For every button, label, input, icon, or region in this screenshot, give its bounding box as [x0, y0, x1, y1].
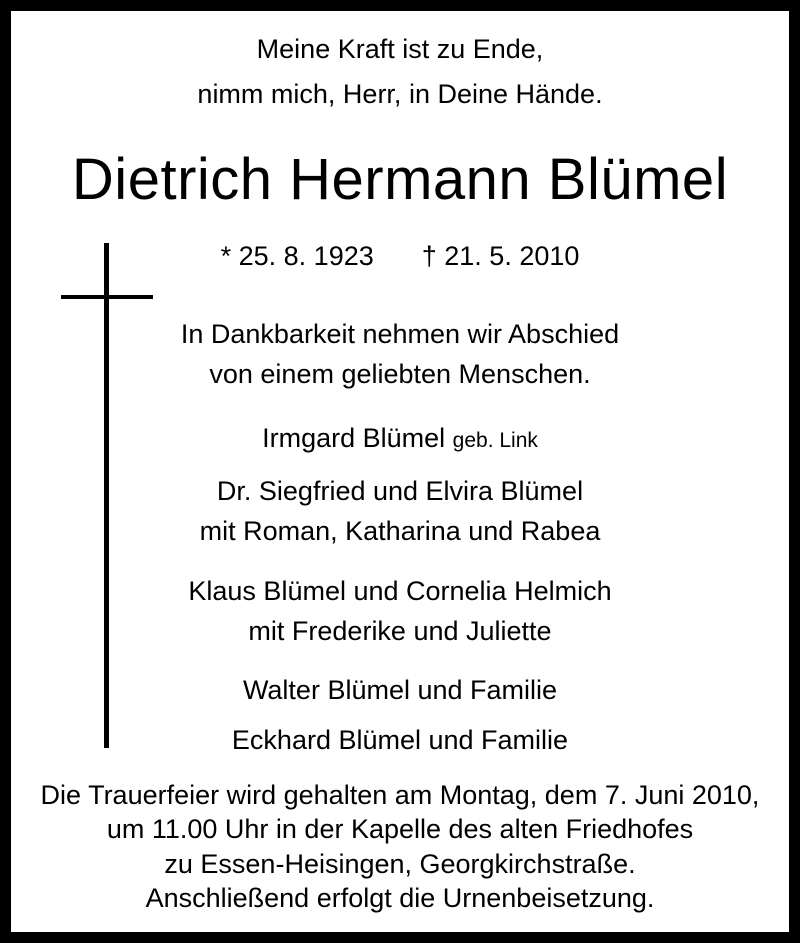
- mourner-irmgard-nee: geb. Link: [452, 429, 538, 452]
- life-dates: [0, 243, 800, 270]
- service-line-1: Die Trauerfeier wird gehalten am Montag, dem 7. Juni 2010,: [40, 780, 760, 810]
- mourner-irmgard-name: Irmgard Blümel: [262, 423, 446, 453]
- mourner-siegfried-line-2: mit Roman, Katharina und Rabea: [199, 516, 601, 546]
- cross-horizontal-bar: [61, 295, 153, 299]
- mourner-eckhard: Eckhard Blümel und Familie: [231, 725, 569, 755]
- service-line-2: um 11.00 Uhr in der Kapelle des alten Friedhofes: [106, 814, 694, 844]
- service-line-4: Anschließend erfolgt die Urnenbeisetzung.: [145, 883, 655, 913]
- farewell-line-1: In Dankbarkeit nehmen wir Abschied: [180, 319, 620, 349]
- mourner-irmgard: [0, 425, 800, 452]
- death-date: † 21. 5. 2010: [421, 241, 580, 271]
- mourner-siegfried-line-1: Dr. Siegfried und Elvira Blümel: [216, 476, 584, 506]
- birth-date: * 25. 8. 1923: [220, 241, 374, 271]
- farewell-line-2: von einem geliebten Menschen.: [209, 359, 591, 389]
- service-line-3: zu Essen-Heisingen, Georgkirchstraße.: [164, 849, 636, 879]
- mourner-walter: Walter Blümel und Familie: [242, 675, 558, 705]
- verse-line-2: nimm mich, Herr, in Deine Hände.: [197, 79, 603, 109]
- mourner-klaus-line-2: mit Frederike und Juliette: [248, 616, 552, 646]
- mourner-klaus-line-1: Klaus Blümel und Cornelia Helmich: [188, 576, 612, 606]
- verse-line-1: Meine Kraft ist zu Ende,: [256, 34, 544, 64]
- deceased-name: Dietrich Hermann Blümel: [71, 147, 729, 212]
